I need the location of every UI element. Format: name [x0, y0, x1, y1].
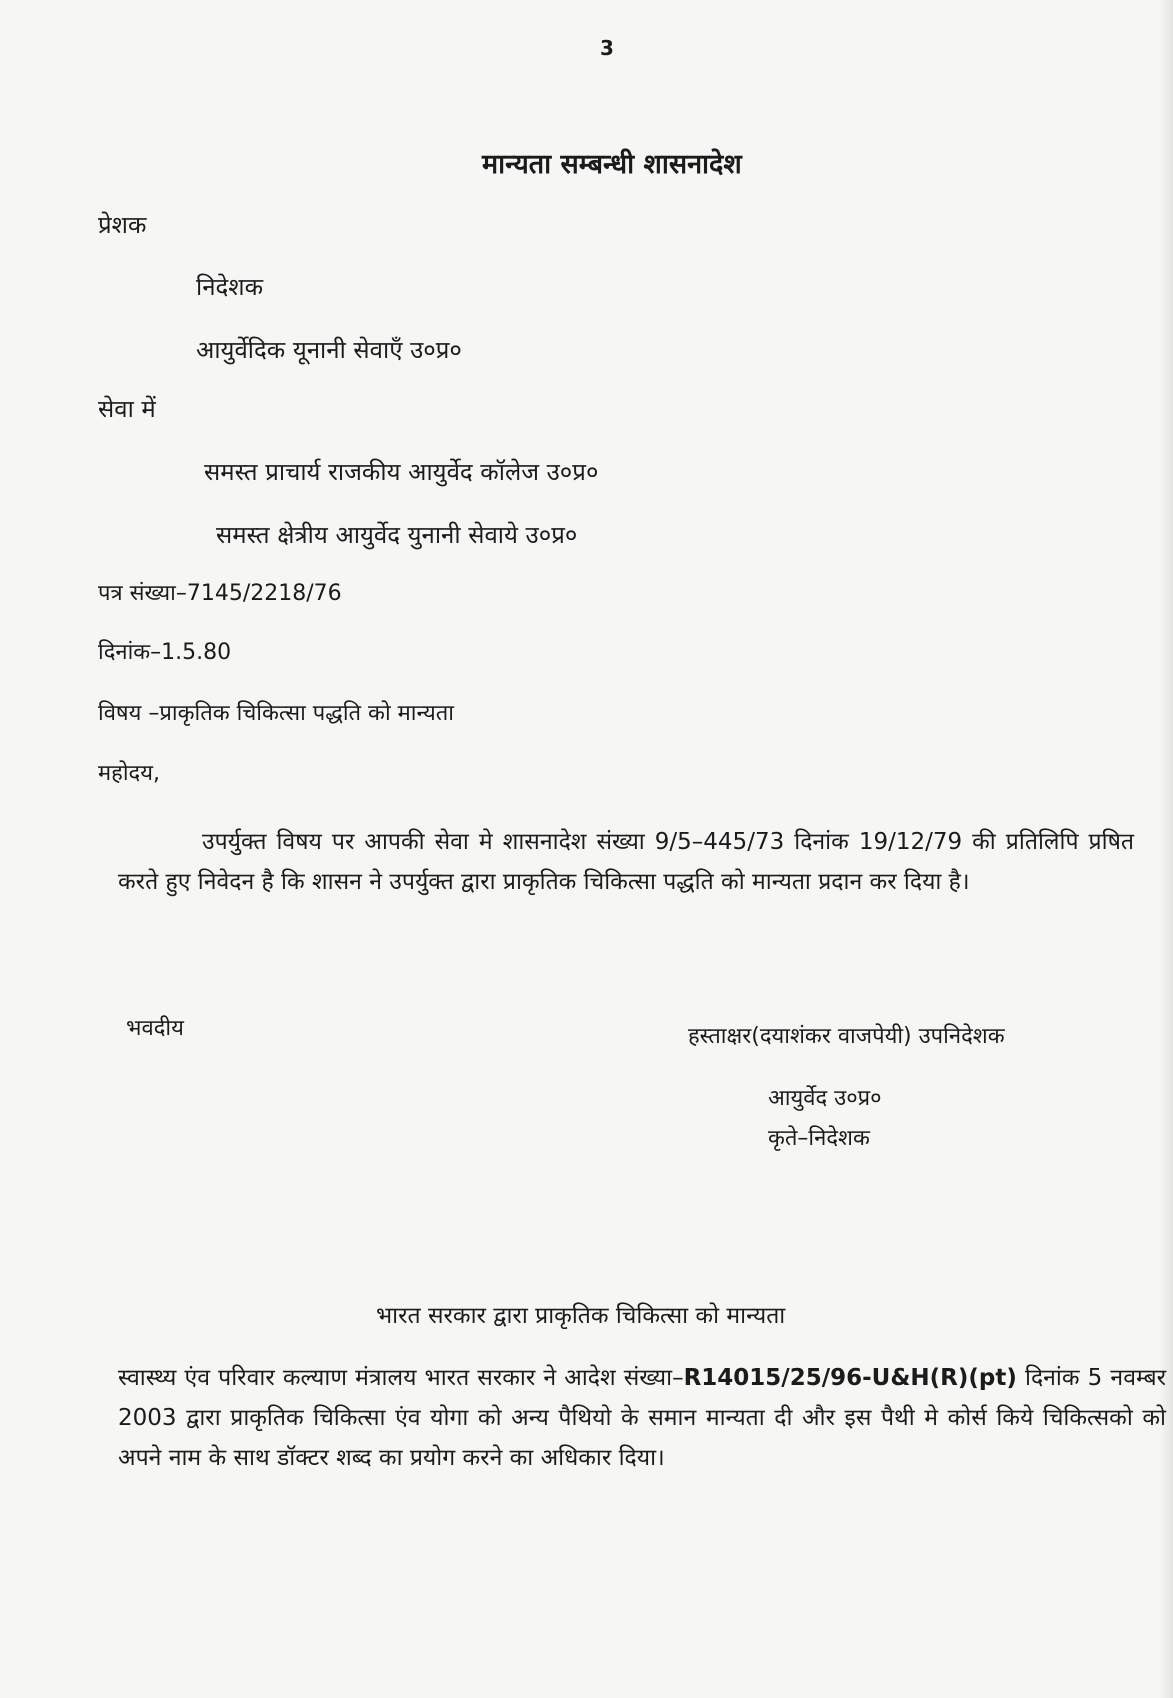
gov-order-ref: R14015/25/96-U&H(R)(pt) [683, 1365, 1017, 1391]
gov-text-after-ref: दिनांक 5 नवम्बर 2003 द्वारा प्राकृतिक चिकित्सा एंव योगा को अन्य पैथियो के समान मान्यता दी और इस पैथी मे कोर्स किये चिकित्सको को अपने नाम के साथ डॉक्टर शब्द का प्रयोग करने का अधिकार दिया। [118, 1365, 1166, 1471]
signature-office: आयुर्वेद उ०प्र० [768, 1086, 882, 1111]
sender-department: आयुर्वेदिक यूनानी सेवाएँ उ०प्र० [196, 336, 462, 364]
recipient-line-2: समस्त क्षेत्रीय आयुर्वेद युनानी सेवाये उ०प्र० [216, 521, 578, 549]
signature-line: हस्ताक्षर(दयाशंकर वाजपेयी) उपनिदेशक [688, 1024, 1005, 1049]
recipient-line-1: समस्त प्राचार्य राजकीय आयुर्वेद कॉलेज उ०प्र० [204, 458, 599, 486]
gov-recognition-heading: भारत सरकार द्वारा प्राकृतिक चिकित्सा को मान्यता [376, 1303, 786, 1329]
sender-label: प्रेशक [98, 211, 147, 239]
closing: भवदीय [126, 1016, 184, 1041]
gov-text-before-ref: स्वास्थ्य एंव परिवार कल्याण मंत्रालय भारत सरकार ने आदेश संख्या– [118, 1365, 684, 1391]
recipient-label: सेवा में [98, 395, 156, 423]
gov-recognition-paragraph [118, 1358, 1166, 1478]
salutation: महोदय, [98, 761, 160, 786]
letter-date: दिनांक–1.5.80 [98, 640, 232, 665]
body-paragraph [118, 822, 1134, 902]
body-paragraph-text: उपर्युक्त विषय पर आपकी सेवा मे शासनादेश संख्या 9/5–445/73 दिनांक 19/12/79 की प्रतिलिपि प्रषित करते हुए निवेदन है कि शासन ने उपर्युक्त द्वारा प्राकृतिक चिकित्सा पद्धति को मान्यता प्रदान कर दिया है। [118, 829, 1134, 895]
sender-designation: निदेशक [196, 273, 264, 301]
letter-subject: विषय –प्राकृतिक चिकित्सा पद्धति को मान्यता [98, 701, 454, 726]
page-number: 3 [600, 36, 614, 60]
signature-on-behalf: कृते–निदेशक [768, 1126, 870, 1151]
document-title: मान्यता सम्बन्धी शासनादेश [482, 149, 742, 180]
letter-number: पत्र संख्या–7145/2218/76 [98, 581, 342, 606]
